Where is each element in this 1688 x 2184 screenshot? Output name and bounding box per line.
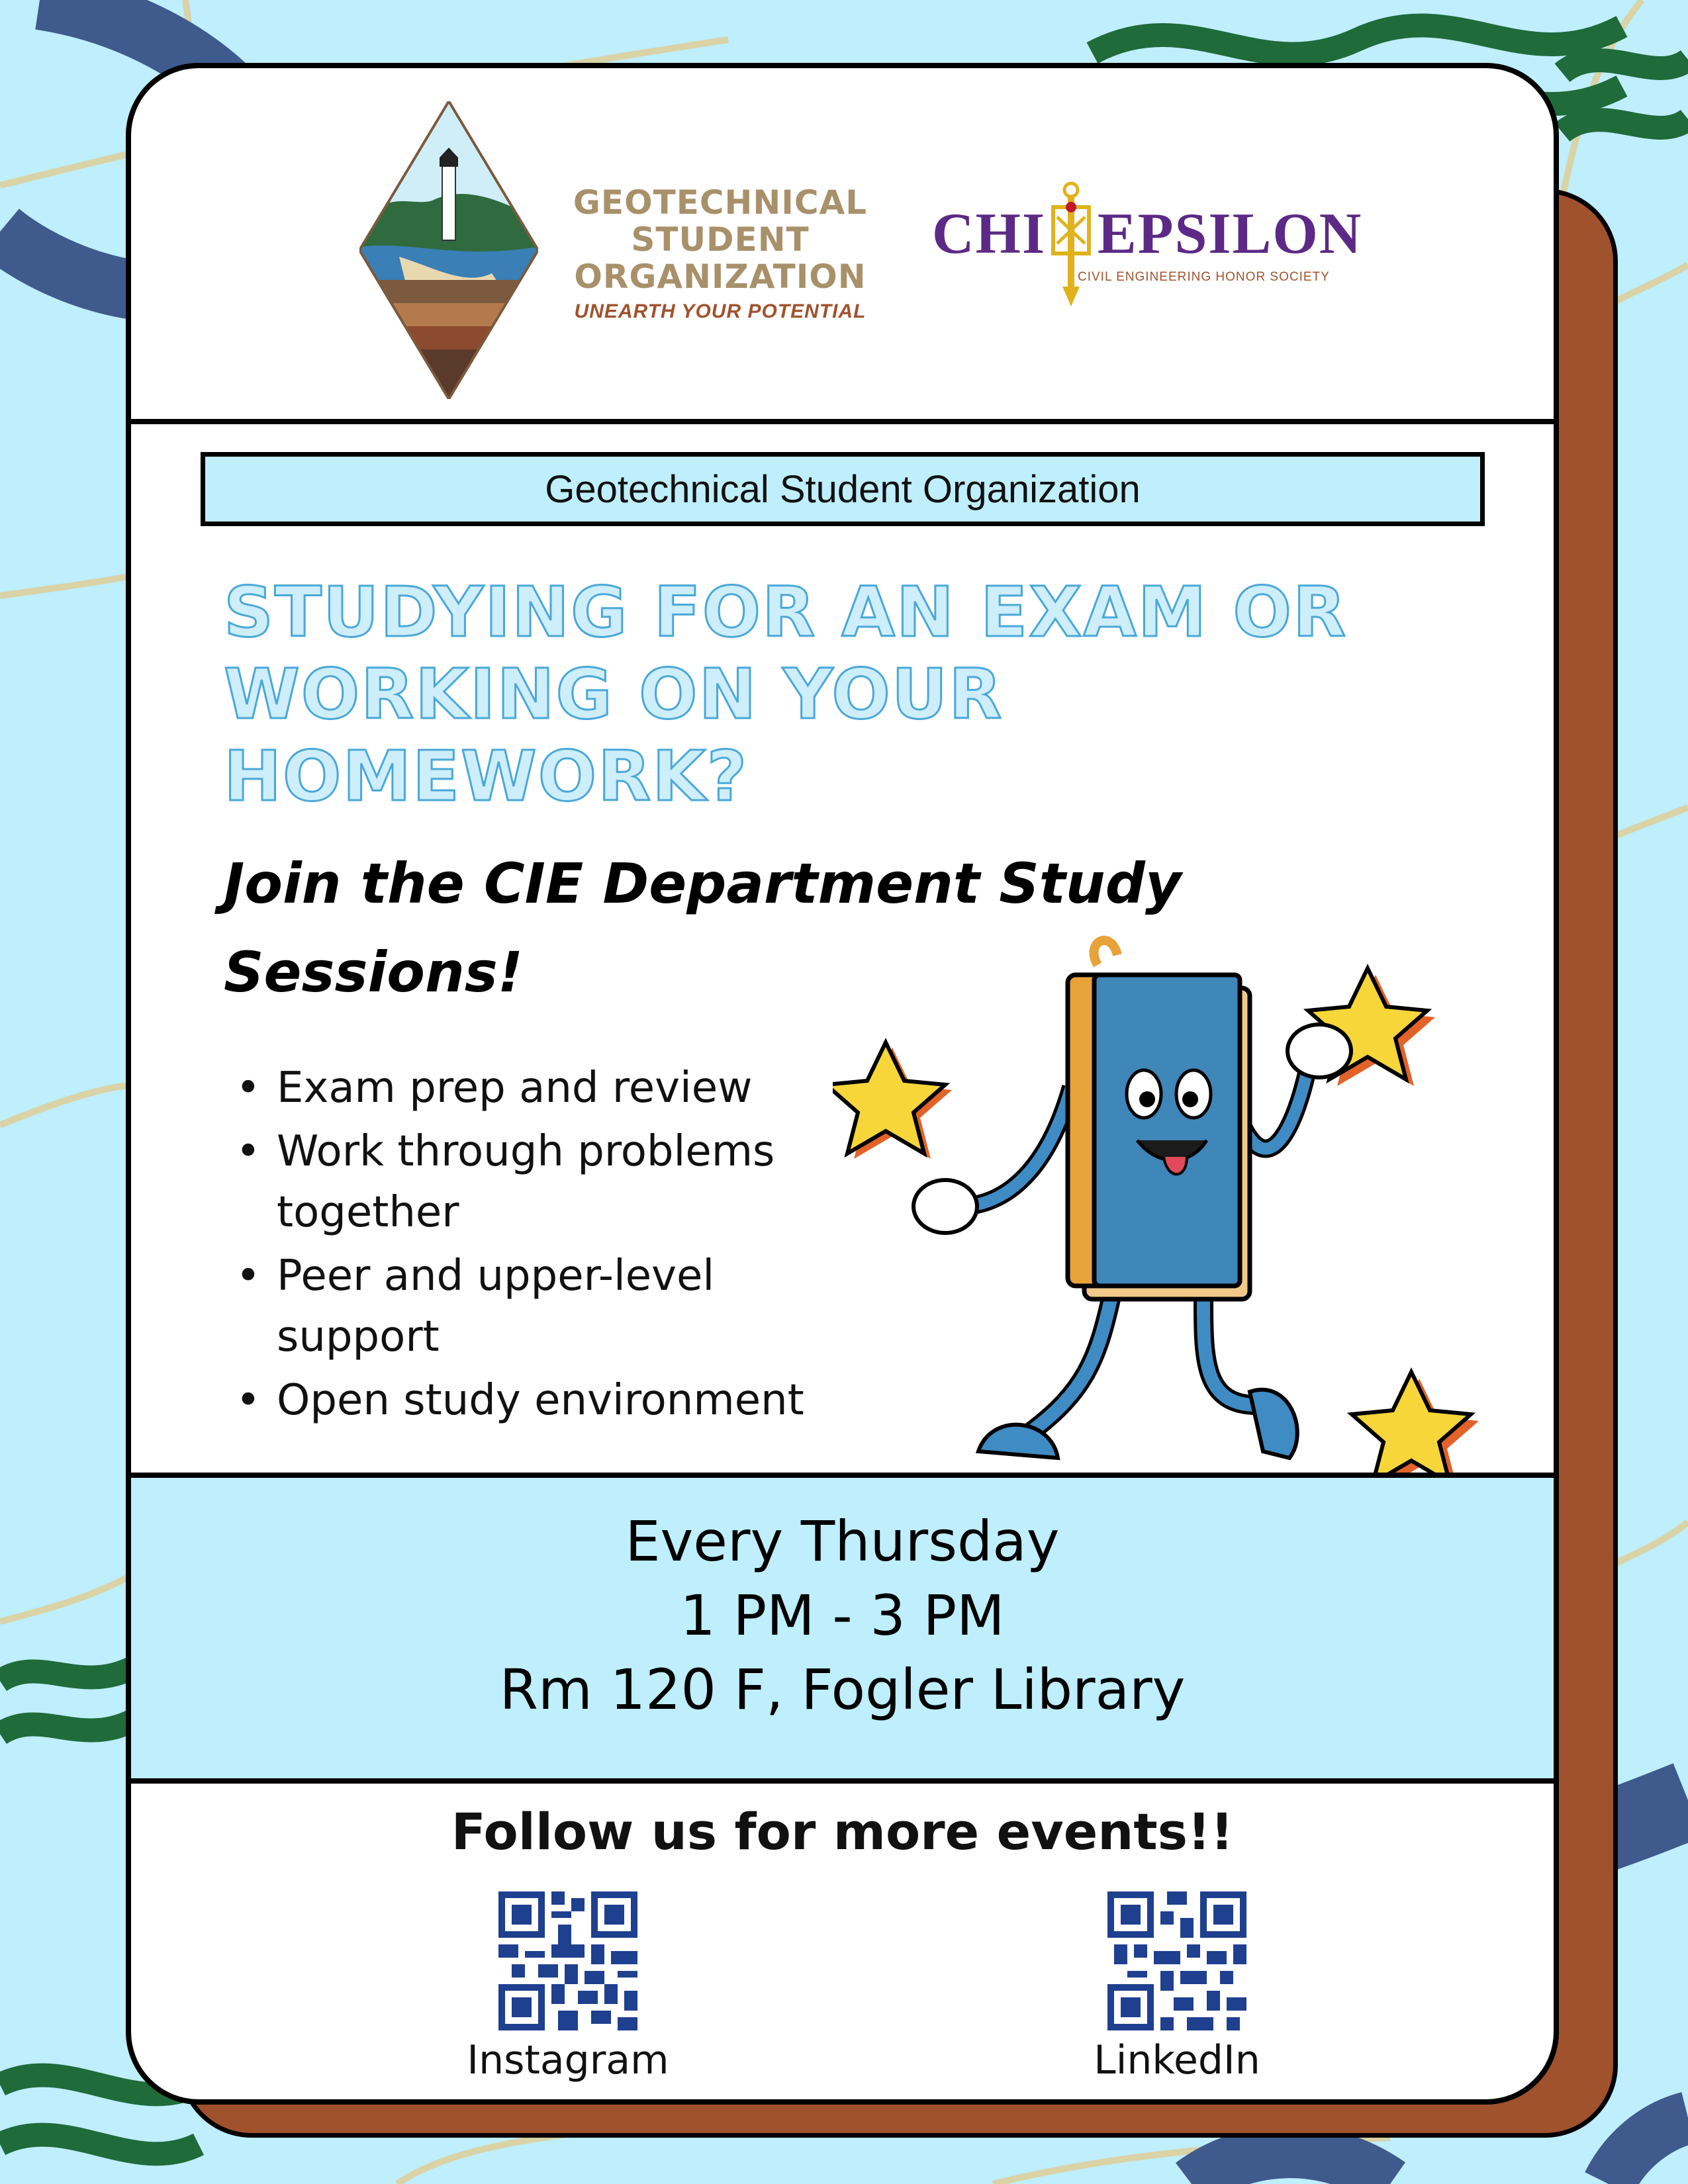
- linkedin-label[interactable]: LinkedIn: [1094, 2037, 1260, 2083]
- instagram-label[interactable]: Instagram: [467, 2037, 669, 2083]
- schedule-time: 1 PM - 3 PM: [680, 1583, 1005, 1648]
- gso-name-line3: ORGANIZATION: [574, 257, 867, 296]
- headline: [224, 571, 1348, 817]
- star-icon: [833, 1042, 952, 1159]
- list-item: • Peer and upper-level support: [230, 1246, 820, 1367]
- headline-line2: WORKING ON YOUR: [224, 654, 1004, 735]
- gso-name-line1: GEOTECHNICAL: [573, 183, 868, 222]
- follow-heading: Follow us for more events!!: [451, 1802, 1234, 1861]
- instagram-qr-code-icon[interactable]: [498, 1891, 637, 2030]
- chi-epsilon-emblem-icon: [1048, 181, 1094, 306]
- join-line2: Sessions!: [224, 940, 524, 1005]
- flyer-card: [126, 63, 1559, 2105]
- logo-header: [131, 68, 1554, 422]
- gso-diamond-logo: [359, 101, 538, 399]
- gso-tagline: UNEARTH YOUR POTENTIAL: [574, 300, 867, 322]
- gso-name-line2: STUDENT: [631, 220, 810, 259]
- list-item: • Work through problems together: [230, 1121, 820, 1243]
- chi-word: CHI: [932, 202, 1047, 266]
- gso-wordmark: [555, 184, 886, 323]
- headline-line3: HOMEWORK?: [224, 736, 749, 817]
- epsilon-word: EPSILON: [1098, 202, 1363, 266]
- headline-line1: STUDYING FOR AN EXAM OR: [224, 572, 1348, 653]
- schedule-location: Rm 120 F, Fogler Library: [499, 1657, 1186, 1722]
- list-item: • Exam prep and review: [230, 1058, 959, 1118]
- org-banner: Geotechnical Student Organization: [201, 452, 1485, 526]
- schedule-day: Every Thursday: [625, 1509, 1060, 1574]
- list-item: • Open study environment: [230, 1370, 959, 1431]
- linkedin-qr-code-icon[interactable]: [1107, 1891, 1246, 2030]
- chi-epsilon-logo: [932, 181, 1363, 313]
- header-divider: [131, 419, 1554, 424]
- schedule-band: [131, 1473, 1554, 1784]
- chi-epsilon-subtitle: CIVIL ENGINEERING HONOR SOCIETY: [1078, 270, 1330, 284]
- book-mascot-illustration: [833, 929, 1495, 1524]
- join-line1: Join the CIE Department Study: [224, 851, 1182, 916]
